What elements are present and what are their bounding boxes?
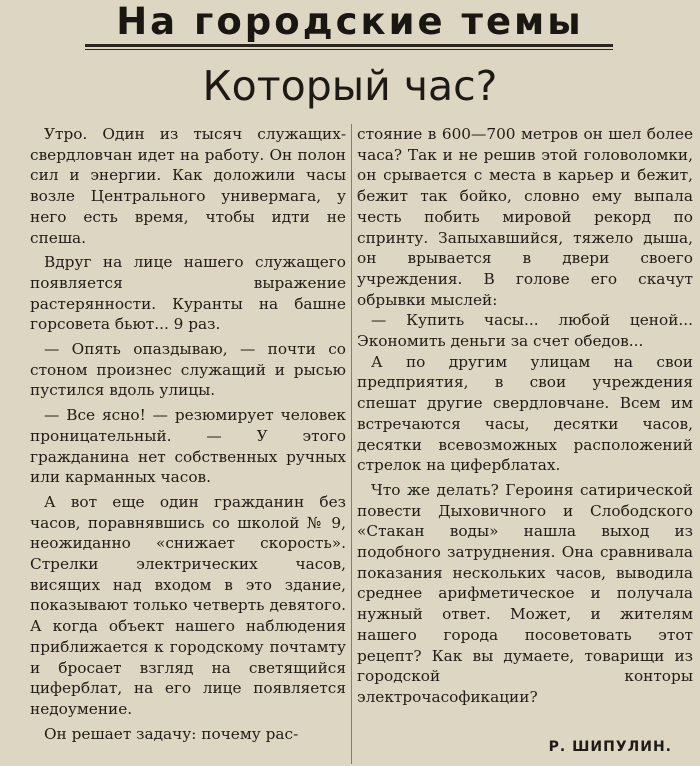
article-column-right [357,124,693,708]
article-headline: Который час? [202,62,498,110]
paragraph: — Купить часы... любой ценой... Экономить деньги за счет обедов... [357,311,693,351]
column-divider [351,124,352,764]
paragraph: Утро. Один из тысяч служащих-свердловчан идет на работу. Он полон сил и энергии. Как доложили часы возле Центрального универмага, у него есть время, чтобы идти не спеша. [30,125,346,247]
paragraph: Вдруг на лице нашего служащего появляется выражение растерянности. Куранты на башне горсовета бьют... 9 раз. [30,253,346,334]
paragraph: А вот еще один гражданин без часов, поравнявшись со школой № 9, неожиданно «снижает скорость». Стрелки электрических часов, висящих над входом в это здание, показывают только четверть девятого. А когда объект нашего наблюдения приближается к городскому почтамту и бросает взгляд на светящийся циферблат, на его лице появляется недоумение. [30,492,346,718]
rubric-rule-thin [85,49,613,50]
paragraph: Он решает задачу: почему рас- [44,724,299,743]
section-rubric: На городские темы [116,0,584,43]
paragraph: Что же делать? Героиня сатирической повести Дыховичного и Слободского «Стакан воды» нашла выход из подобного затруднения. Она сравнивала показания нескольких часов, выводила среднее арифметическое и получала нужный ответ. Может, и жителям нашего города посоветовать этот рецепт? Как вы думаете, товарищи из городской конторы электрочасофикации? [357,480,693,706]
author-signature: Р. ШИПУЛИН. [548,739,672,755]
paragraph: — Опять опаздываю, — почти со стоном произнес служащий и рысью пустился вдоль улицы. [30,340,346,400]
paragraph: А по другим улицам на свои предприятия, в свои учреждения спешат другие свердловчане. Всем им встречаются часы, десятки часов, десятки всевозможных расположений стрелок на циферблатах. [357,352,693,475]
paragraph: — Все ясно! — резюмирует человек проницательный. — У этого гражданина нет собственных ручных или карманных часов. [30,406,346,487]
paragraph: стояние в 600—700 метров он шел более часа? Так и не решив этой головоломки, он срывается с места в карьер и бежит, бежит так бойко, словно ему выпала честь побить мировой рекорд по спринту. Запыхавшийся, тяжело дыша, он врывается в двери своего учреждения. В голове его скачут обрывки мыслей: [357,125,693,309]
article-column-left [30,124,346,744]
rubric-rule-thick [85,44,613,47]
